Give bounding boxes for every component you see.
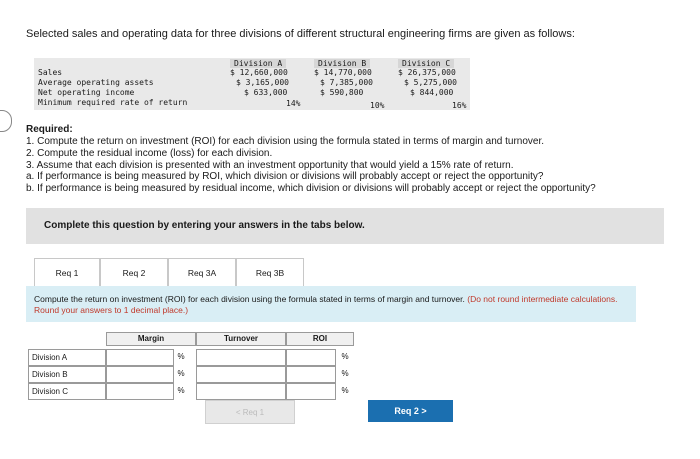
noi-b: $ 590,800 xyxy=(320,88,364,97)
roi-unit-b: % xyxy=(341,369,349,378)
assets-c: $ 5,275,000 xyxy=(404,78,457,87)
sales-a: $ 12,660,000 xyxy=(230,68,288,77)
header-division-c: Division C xyxy=(398,59,454,68)
header-roi: ROI xyxy=(286,332,354,346)
sales-b: $ 14,770,000 xyxy=(314,68,372,77)
row-division-b: Division B xyxy=(28,366,106,383)
banner-text: Complete this question by entering your answers in the tabs below. xyxy=(44,220,365,231)
row-label-min-rate: Minimum required rate of return xyxy=(38,98,188,107)
tab-req-2[interactable]: Req 2 xyxy=(100,258,168,288)
assets-a: $ 3,165,000 xyxy=(236,78,289,87)
min-rate-b: 10% xyxy=(370,101,385,110)
row-label-assets: Average operating assets xyxy=(38,78,154,87)
header-margin: Margin xyxy=(106,332,196,346)
roi-input-c[interactable] xyxy=(286,383,336,400)
margin-input-c[interactable] xyxy=(106,383,174,400)
required-item-2: 2. Compute the residual income (loss) for each division. xyxy=(26,148,273,159)
instruction-panel xyxy=(26,286,636,322)
instruction-banner xyxy=(26,208,664,244)
instruction-rounding: (Do not round intermediate calculations. Round your answers to 1 decimal place.) xyxy=(34,294,618,315)
required-title: Required: xyxy=(26,124,73,135)
roi-unit-a: % xyxy=(341,352,349,361)
roi-unit-c: % xyxy=(341,386,349,395)
header-division-a: Division A xyxy=(230,59,286,68)
data-table xyxy=(34,58,470,110)
intro-text: Selected sales and operating data for three divisions of different structural engineering firms are given as follows: xyxy=(26,28,575,40)
margin-input-a[interactable] xyxy=(106,349,174,366)
header-division-b: Division B xyxy=(314,59,370,68)
tab-req-1[interactable]: Req 1 xyxy=(34,258,100,288)
row-label-sales: Sales xyxy=(38,68,63,77)
header-turnover: Turnover xyxy=(196,332,286,346)
tab-req-3b[interactable]: Req 3B xyxy=(236,258,304,288)
required-item-3b: b. If performance is being measured by residual income, which division or divisions will probably accept or reject the opportunity? xyxy=(26,183,596,194)
row-division-c: Division C xyxy=(28,383,106,400)
required-item-3: 3. Assume that each division is presented with an investment opportunity that would yield a 15% rate of return. xyxy=(26,160,514,171)
margin-unit-c: % xyxy=(177,386,185,395)
margin-input-b[interactable] xyxy=(106,366,174,383)
next-req-button[interactable]: Req 2 > xyxy=(368,400,453,422)
margin-unit-b: % xyxy=(177,369,185,378)
side-tab-handle[interactable] xyxy=(0,110,12,132)
min-rate-c: 16% xyxy=(452,101,467,110)
margin-unit-a: % xyxy=(177,352,185,361)
sales-c: $ 26,375,000 xyxy=(398,68,456,77)
instruction-main: Compute the return on investment (ROI) for each division using the formula stated in terms of margin and turnover. xyxy=(34,294,465,304)
turnover-input-c[interactable] xyxy=(196,383,286,400)
prev-req-button[interactable]: < Req 1 xyxy=(205,400,295,424)
assets-b: $ 7,385,000 xyxy=(320,78,373,87)
required-item-3a: a. If performance is being measured by ROI, which division or divisions will probably accept or reject the opportunity? xyxy=(26,171,544,182)
min-rate-a: 14% xyxy=(286,99,301,108)
tab-req-3a[interactable]: Req 3A xyxy=(168,258,236,288)
roi-input-a[interactable] xyxy=(286,349,336,366)
required-item-1: 1. Compute the return on investment (ROI) for each division using the formula stated in terms of margin and turnover. xyxy=(26,136,545,147)
turnover-input-b[interactable] xyxy=(196,366,286,383)
noi-a: $ 633,000 xyxy=(244,88,288,97)
roi-input-b[interactable] xyxy=(286,366,336,383)
turnover-input-a[interactable] xyxy=(196,349,286,366)
row-label-noi: Net operating income xyxy=(38,88,135,97)
noi-c: $ 844,000 xyxy=(410,88,454,97)
row-division-a: Division A xyxy=(28,349,106,366)
